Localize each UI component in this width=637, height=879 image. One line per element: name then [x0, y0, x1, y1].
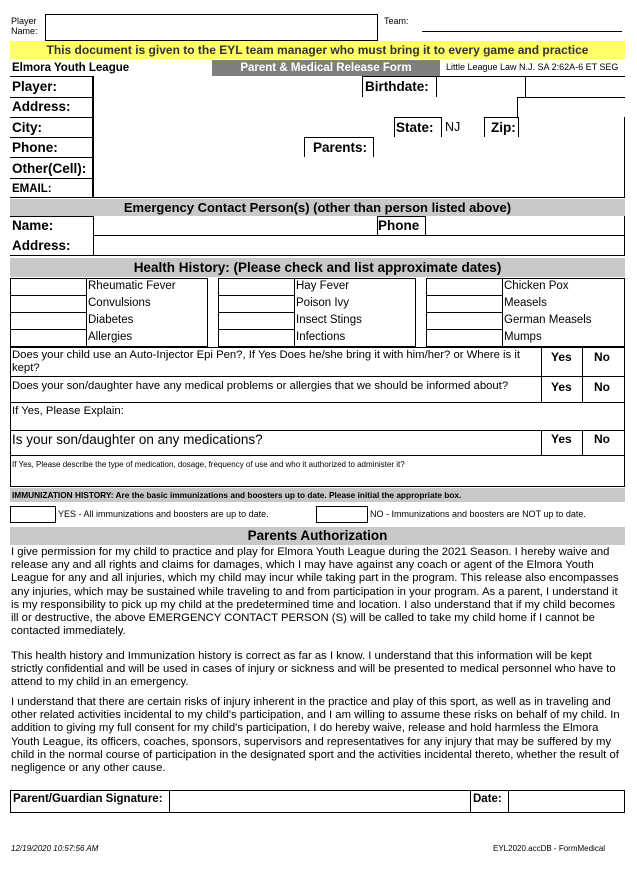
league-name: Elmora Youth League: [12, 62, 130, 74]
state-value: NJ: [445, 120, 461, 134]
auth-paragraph-1: I give permission for my child to practice and play for Elmora Youth League during the 2021 Season. I hereby waive and release any and all rights and claims for damages, which I may have against any coach or agent of the Elmora Youth League for any and all injuries, which my child may incur while taking part in the program. This release also encompasses any injuries, which may be sustained while traveling to and from participation in your program. As a parent, I understand it is my responsibility to pick up my child at the predetermined time and location. I also understand that if my child becomes ill or destructive, the above EMERGENCY CONTACT PERSON (S) will be called to take my child home if I cannot be contacted immediately.: [11, 546, 619, 638]
auth-paragraph-2: This health history and Immunization history is correct as far as I know. I understand that this information will be kept strictly confidential and will be used in cases of injury or sickness and will be presented to medical personnel who have to attend to my child in an emergency.: [11, 650, 616, 689]
health-header: [10, 258, 625, 277]
state-label: State:: [396, 120, 434, 135]
immunization-yes-text: YES - All immunizations and boosters are up to date.: [58, 509, 269, 519]
epipen-no: No: [594, 350, 610, 364]
condition-label: German Measels: [504, 314, 592, 326]
immunization-header-text: IMMUNIZATION HISTORY: Are the basic immunizations and boosters up to date. Please initial the appropriate box.: [12, 490, 462, 500]
zip-label: Zip:: [491, 120, 516, 135]
birthdate-label: Birthdate:: [365, 79, 429, 94]
emergency-name-input[interactable]: [93, 216, 378, 236]
checkbox-hay-fever[interactable]: [218, 278, 295, 296]
immunization-no-box[interactable]: [316, 506, 368, 523]
condition-label: Insect Stings: [296, 314, 362, 326]
condition-label: Diabetes: [88, 314, 134, 326]
checkbox-allergies[interactable]: [10, 329, 87, 347]
condition-label: Allergies: [88, 331, 133, 343]
parents-input[interactable]: [373, 137, 625, 158]
condition-label: Chicken Pox: [504, 280, 569, 292]
checkbox-rheumatic-fever[interactable]: [10, 278, 87, 296]
condition-label: Convulsions: [88, 297, 151, 309]
footer-source: EYL2020.accDB - FormMedical: [493, 844, 606, 853]
city-label: City:: [12, 120, 42, 135]
address-input[interactable]: [93, 97, 518, 118]
date-input[interactable]: [508, 790, 625, 813]
phone-input[interactable]: [93, 137, 305, 158]
condition-label: Infections: [296, 331, 346, 343]
signature-input[interactable]: [169, 790, 471, 813]
immunization-no-text: NO - Immunizations and boosters are NOT up to date.: [370, 509, 586, 519]
zip-input[interactable]: [518, 117, 625, 138]
auth-header: [10, 527, 625, 545]
emergency-address-input[interactable]: [93, 235, 625, 256]
emergency-phone-input[interactable]: [425, 216, 625, 236]
condition-label: Hay Fever: [296, 280, 350, 292]
signature-label: Parent/Guardian Signature:: [13, 793, 163, 805]
condition-label: Measels: [504, 297, 547, 309]
footer-timestamp: 12/19/2020 10:57:56 AM: [11, 844, 99, 853]
emergency-address-label: Address:: [12, 238, 71, 253]
city-input[interactable]: [93, 117, 395, 138]
medical-no: No: [594, 380, 610, 394]
medical-yes: Yes: [551, 380, 572, 394]
player-name-label-2: Name:: [11, 26, 38, 36]
checkbox-infections[interactable]: [218, 329, 295, 347]
immunization-header: [10, 488, 625, 502]
notice-banner: [10, 41, 625, 59]
medications-no: No: [594, 432, 610, 446]
team-input[interactable]: [422, 31, 622, 32]
auth-paragraph-3: I understand that there are certain risks of injury inherent in the practice and play of this sport, as well as in traveling and other related activities incidental to my child's participation, and I am willing to assume these risks on behalf of my child. In addition to giving my full consent for my child's participation, I do hereby waive, release and hold harmless the Elmora Youth League, its officers, coaches, sponsors, supervisors and representatives for any injury that may be suffered by my child in the normal course of participation in the designated sport and the activities incidental thereto, whether the result of negligence or any other cause.: [11, 696, 620, 775]
email-label: EMAIL:: [12, 183, 52, 195]
birthdate-input[interactable]: [436, 76, 526, 98]
phone-label: Phone:: [12, 140, 58, 155]
health-header-text: Health History: (Please check and list approximate dates): [133, 260, 502, 275]
checkbox-diabetes[interactable]: [10, 312, 87, 330]
medications-question: Is your son/daughter on any medications?: [12, 432, 263, 447]
condition-label: Rheumatic Fever: [88, 280, 176, 292]
medications-yes: Yes: [551, 432, 572, 446]
auth-header-text: Parents Authorization: [247, 528, 388, 543]
emergency-header: [10, 199, 625, 216]
player-name-input[interactable]: [45, 14, 378, 41]
checkbox-german-measels[interactable]: [426, 312, 503, 330]
epipen-question: Does your child use an Auto-Injector Epi Pen?, If Yes Does he/she bring it with him/her? or Where is it kept?: [12, 349, 520, 374]
player-label: Player:: [12, 79, 58, 94]
emergency-phone-label: Phone: [378, 218, 420, 233]
emergency-header-text: Emergency Contact Person(s) (other than person listed above): [123, 200, 512, 215]
law-reference: Little League Law N.J. SA 2:62A-6 ET SEG: [446, 62, 619, 72]
player-input[interactable]: [93, 76, 363, 98]
team-label: Team:: [384, 16, 409, 26]
notice-text: This document is given to the EYL team manager who must bring it to every game and practice: [46, 43, 589, 57]
explain-label: If Yes, Please Explain:: [12, 405, 124, 417]
checkbox-insect-stings[interactable]: [218, 312, 295, 330]
immunization-yes-box[interactable]: [10, 506, 56, 523]
condition-label: Poison Ivy: [296, 297, 350, 309]
epipen-yes: Yes: [551, 350, 572, 364]
checkbox-mumps[interactable]: [426, 329, 503, 347]
condition-label: Mumps: [504, 331, 542, 343]
checkbox-chicken-pox[interactable]: [426, 278, 503, 296]
player-name-label-1: Player: [11, 16, 37, 26]
checkbox-convulsions[interactable]: [10, 295, 87, 313]
medication-describe-label: If Yes, Please describe the type of medication, dosage, frequency of use and who it authorized to administer it?: [12, 460, 405, 469]
address-label: Address:: [12, 99, 71, 114]
email-input[interactable]: [93, 178, 625, 198]
parents-label: Parents:: [313, 140, 368, 155]
form-title-text: Parent & Medical Release Form: [240, 62, 412, 74]
medical-problems-question: Does your son/daughter have any medical problems or allergies that we should be informed about?: [12, 380, 509, 392]
checkbox-poison-ivy[interactable]: [218, 295, 295, 313]
other-cell-input[interactable]: [93, 157, 625, 179]
other-cell-label: Other(Cell):: [12, 161, 87, 176]
form-title: [212, 60, 440, 76]
emergency-name-label: Name:: [12, 218, 54, 233]
date-label: Date:: [473, 793, 502, 805]
checkbox-measels[interactable]: [426, 295, 503, 313]
